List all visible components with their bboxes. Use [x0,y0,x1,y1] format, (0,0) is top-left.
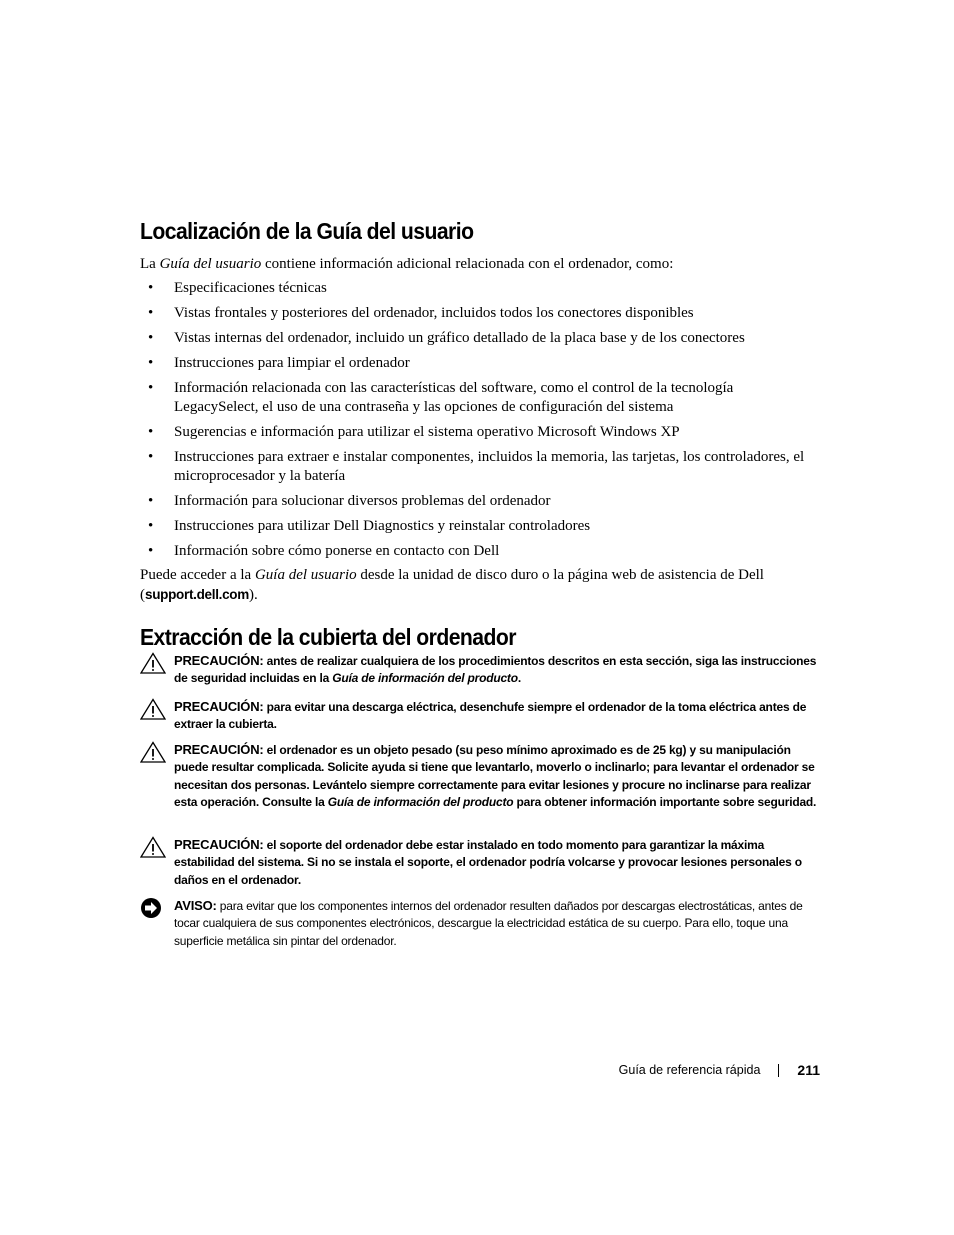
caution-tail: para obtener información importante sobre seguridad. [513,794,817,809]
caution-label: PRECAUCIÓN: [174,837,264,852]
list-item-text: Vistas frontales y posteriores del ordenador, incluidos todos los conectores disponibles [174,305,694,321]
list-item-text: Vistas internas del ordenador, incluido un gráfico detallado de la placa base y de los conectores [174,330,745,346]
section-title-cover: Extracción de la cubierta del ordenador [140,624,516,650]
list-item [140,379,820,417]
bullet-icon: • [148,449,154,465]
list-item-text: Información sobre cómo ponerse en contacto con Dell [174,543,500,559]
list-item [140,423,820,442]
access-pre: Puede acceder a la [140,567,255,583]
bullet-icon: • [148,330,154,346]
section-title-guide: Localización de la Guía del usuario [140,218,474,244]
list-item [140,542,820,561]
footer-divider [778,1064,779,1077]
caution-label: PRECAUCIÓN: [174,742,264,757]
list-item [140,304,820,323]
access-paragraph [140,566,820,605]
list-item-text: Instrucciones para limpiar el ordenador [174,355,410,371]
caution-block [140,836,820,889]
notice-text: para evitar que los componentes internos del ordenador resulten dañados por descargas electrostáticas, antes de tocar cualquiera de sus componentes electrónicos, descargue la electricidad estática de su cuerpo. Para ello, toque una superficie metálica sin pintar del ordenador. [174,899,803,948]
feature-list [140,279,820,567]
caution-block [140,741,820,811]
list-item-text: Información relacionada con las características del software, como el control de la tecnología LegacySelect, el uso de una contraseña y las opciones de configuración del sistema [174,380,734,415]
list-item [140,448,820,486]
caution-triangle-icon [140,652,166,674]
bullet-icon: • [148,518,154,534]
caution-block [140,698,820,734]
caution-triangle-icon [140,741,166,763]
intro-guide-ref: Guía del usuario [159,256,262,272]
caution-text: para evitar una descarga eléctrica, desenchufe siempre el ordenador de la toma eléctrica antes de extraer la cubierta. [174,700,807,732]
bullet-icon: • [148,305,154,321]
bullet-icon: • [148,355,154,371]
list-item-text: Sugerencias e información para utilizar el sistema operativo Microsoft Windows XP [174,424,680,440]
access-post: ). [248,587,258,603]
list-item-text: Especificaciones técnicas [174,280,327,296]
caution-triangle-icon [140,836,166,858]
intro-paragraph [140,255,820,274]
list-item [140,517,820,536]
list-item [140,329,820,348]
caution-text: el soporte del ordenador debe estar instalado en todo momento para garantizar la máxima estabilidad del sistema. Si no se instala el soporte, el ordenador podría volcarse y provocar lesiones personales o daños en el ordenador. [174,838,802,887]
caution-ref: Guía de información del producto [332,671,518,686]
notice-block [140,897,820,950]
access-mid: desde la unidad de disco duro o la página web de asistencia de Dell ( [140,567,764,603]
notice-label: AVISO: [174,898,217,913]
list-item-text: Información para solucionar diversos problemas del ordenador [174,493,551,509]
intro-post: contiene información adicional relacionada con el ordenador, como: [261,256,674,272]
notice-arrow-icon [140,897,166,919]
page-number: 211 [797,1062,820,1078]
list-item-text: Instrucciones para extraer e instalar componentes, incluidos la memoria, las tarjetas, los controladores, el microprocesador y la batería [174,449,805,484]
caution-tail: . [517,671,522,686]
caution-text: antes de realizar cualquiera de los procedimientos descritos en esta sección, siga las instrucciones de seguridad incluidas en la [174,654,817,686]
bullet-icon: • [148,543,154,559]
list-item [140,354,820,373]
caution-ref: Guía de información del producto [327,794,514,809]
list-item [140,492,820,511]
footer-title: Guía de referencia rápida [618,1063,761,1077]
access-guide-ref: Guía del usuario [254,567,357,583]
bullet-icon: • [148,380,154,396]
caution-triangle-icon [140,698,166,720]
support-url: support.dell.com [145,587,249,602]
caution-block [140,652,820,688]
intro-pre: La [140,256,160,272]
list-item [140,279,820,298]
page-footer [619,1061,820,1079]
bullet-icon: • [148,493,154,509]
caution-label: PRECAUCIÓN: [174,699,264,714]
caution-label: PRECAUCIÓN: [174,653,264,668]
caution-text: el ordenador es un objeto pesado (su peso mínimo aproximado es de 25 kg) y su manipulación puede resultar complicada. Solicite ayuda si tiene que levantarlo, moverlo o inclinarlo; para levantar el ordenador se necesitan dos personas. Levántelo siempre correctamente para evitar lesiones y procure no inclinarse para realizar esta operación. Consulte la [174,743,815,809]
bullet-icon: • [148,280,154,296]
bullet-icon: • [148,424,154,440]
list-item-text: Instrucciones para utilizar Dell Diagnostics y reinstalar controladores [174,518,591,534]
